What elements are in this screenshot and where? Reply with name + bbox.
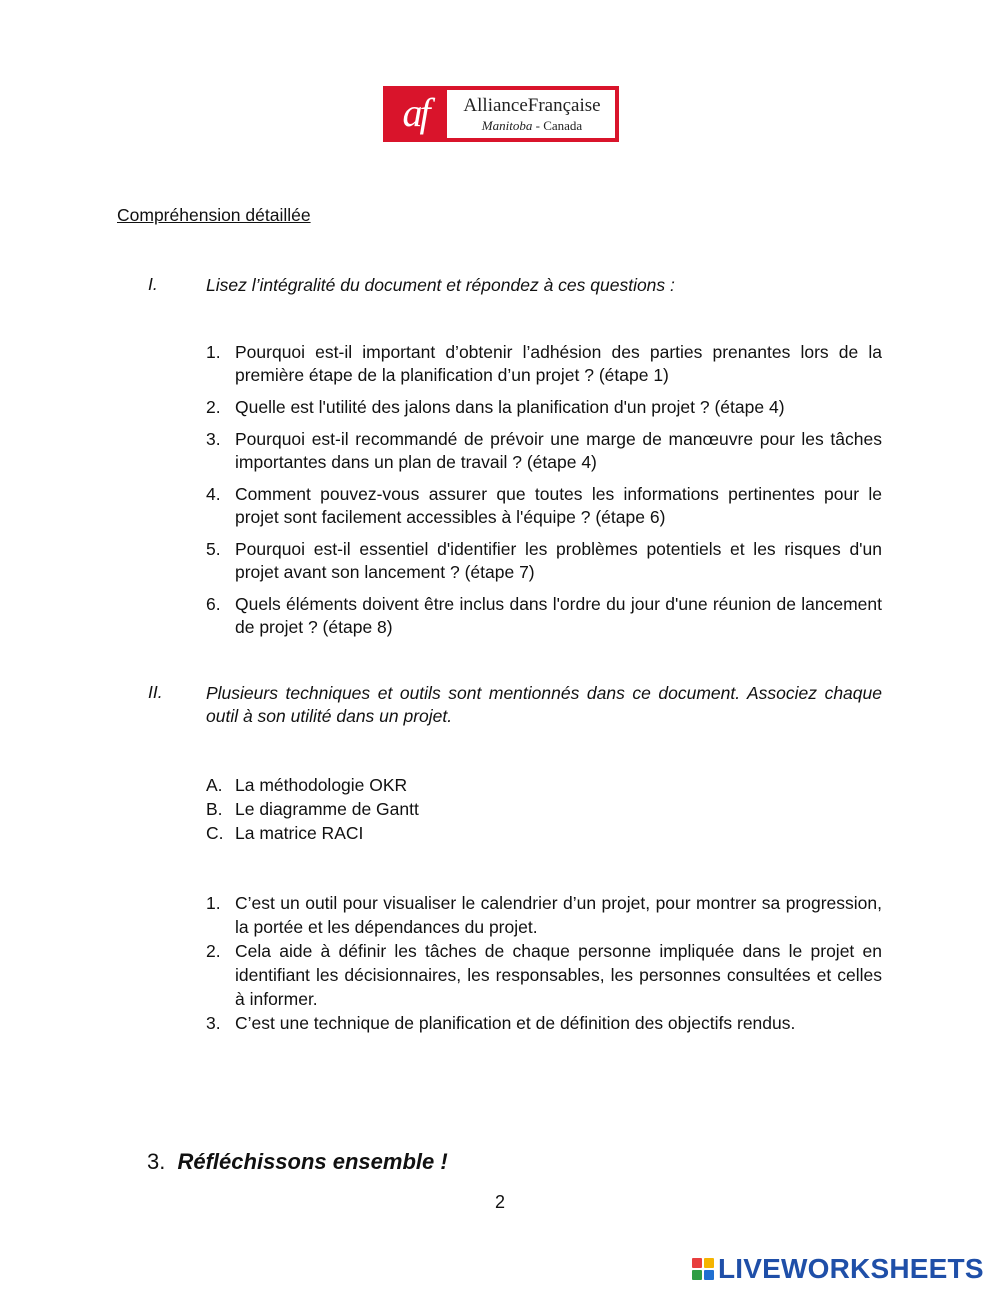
tool-text: Le diagramme de Gantt <box>235 799 419 819</box>
question-number: 5. <box>206 539 221 559</box>
question-text: Pourquoi est-il recommandé de prévoir une marge de manœuvre pour les tâches importantes dans un plan de travail ? (étape 4) <box>235 429 882 472</box>
use-text: C’est un outil pour visualiser le calendrier d’un projet, pour montrer sa progression, la portée et les dépendances du projet. <box>235 893 882 937</box>
use-item <box>206 1011 882 1035</box>
logo-separator: - <box>532 118 544 133</box>
use-number: 1. <box>206 893 221 913</box>
logo-name: AllianceFrançaise <box>463 95 601 116</box>
use-text: C’est une technique de planification et de définition des objectifs rendus. <box>235 1013 796 1033</box>
logo-text-box <box>447 90 615 138</box>
use-item <box>206 939 882 1011</box>
page-number: 2 <box>494 1192 505 1212</box>
tool-text: La méthodologie OKR <box>235 775 408 795</box>
use-number: 2. <box>206 941 221 961</box>
question-number: 2. <box>206 397 221 417</box>
part1-instruction: Lisez l’intégralité du document et répondez à ces questions : <box>206 275 675 295</box>
question-item <box>206 428 882 474</box>
tool-item <box>206 822 882 845</box>
tool-text: La matrice RACI <box>235 823 364 843</box>
section3-title: Réfléchissons ensemble ! <box>177 1149 448 1174</box>
section3-heading <box>147 1149 448 1175</box>
question-number: 3. <box>206 429 221 449</box>
tool-letter: A. <box>206 775 223 795</box>
liveworksheets-watermark <box>692 1254 984 1284</box>
question-number: 4. <box>206 484 221 504</box>
question-text: Comment pouvez-vous assurer que toutes les informations pertinentes pour le projet sont facilement accessibles à l'équipe ? (étape 6) <box>235 484 882 527</box>
question-text: Pourquoi est-il important d’obtenir l’adhésion des parties prenantes lors de la première étape de la planification d’un projet ? (étape 1) <box>235 342 882 385</box>
alliance-francaise-logo <box>383 86 619 142</box>
question-text: Pourquoi est-il essentiel d'identifier les problèmes potentiels et les risques d'un projet avant son lancement ? (étape 7) <box>235 539 882 582</box>
question-item <box>206 538 882 584</box>
liveworksheets-wordmark: LIVEWORKSHEETS <box>718 1253 984 1284</box>
logo-mark: af <box>402 90 428 135</box>
tool-item <box>206 798 882 821</box>
part2-instruction: Plusieurs techniques et outils sont mentionnés dans ce document. Associez chaque outil à son utilité dans un projet. <box>206 683 882 726</box>
logo-region: Manitoba <box>481 118 533 133</box>
block-yellow <box>704 1258 714 1268</box>
question-text: Quels éléments doivent être inclus dans l'ordre du jour d'une réunion de lancement de projet ? (étape 8) <box>235 594 882 637</box>
question-number: 6. <box>206 594 221 614</box>
question-text: Quelle est l'utilité des jalons dans la planification d'un projet ? (étape 4) <box>235 397 785 417</box>
use-number: 3. <box>206 1013 221 1033</box>
block-green <box>692 1270 702 1280</box>
block-red <box>692 1258 702 1268</box>
section3-number: 3. <box>147 1149 166 1174</box>
liveworksheets-blocks-icon <box>692 1258 714 1280</box>
question-item <box>206 396 882 419</box>
block-blue <box>704 1270 714 1280</box>
part1-numeral: I. <box>148 274 158 294</box>
use-text: Cela aide à définir les tâches de chaque personne impliquée dans le projet en identifiant les décisionnaires, les responsables, les personnes consultées et celles à informer. <box>235 941 882 1009</box>
tool-item <box>206 774 882 797</box>
question-item <box>206 483 882 529</box>
tool-letter: C. <box>206 823 224 843</box>
tool-letter: B. <box>206 799 223 819</box>
part2-numeral: II. <box>148 682 163 702</box>
question-number: 1. <box>206 342 221 362</box>
question-item <box>206 593 882 639</box>
question-item <box>206 341 882 387</box>
section-heading: Compréhension détaillée <box>117 205 311 225</box>
use-item <box>206 891 882 939</box>
logo-subtitle <box>453 118 611 134</box>
logo-country: Canada <box>543 118 583 133</box>
